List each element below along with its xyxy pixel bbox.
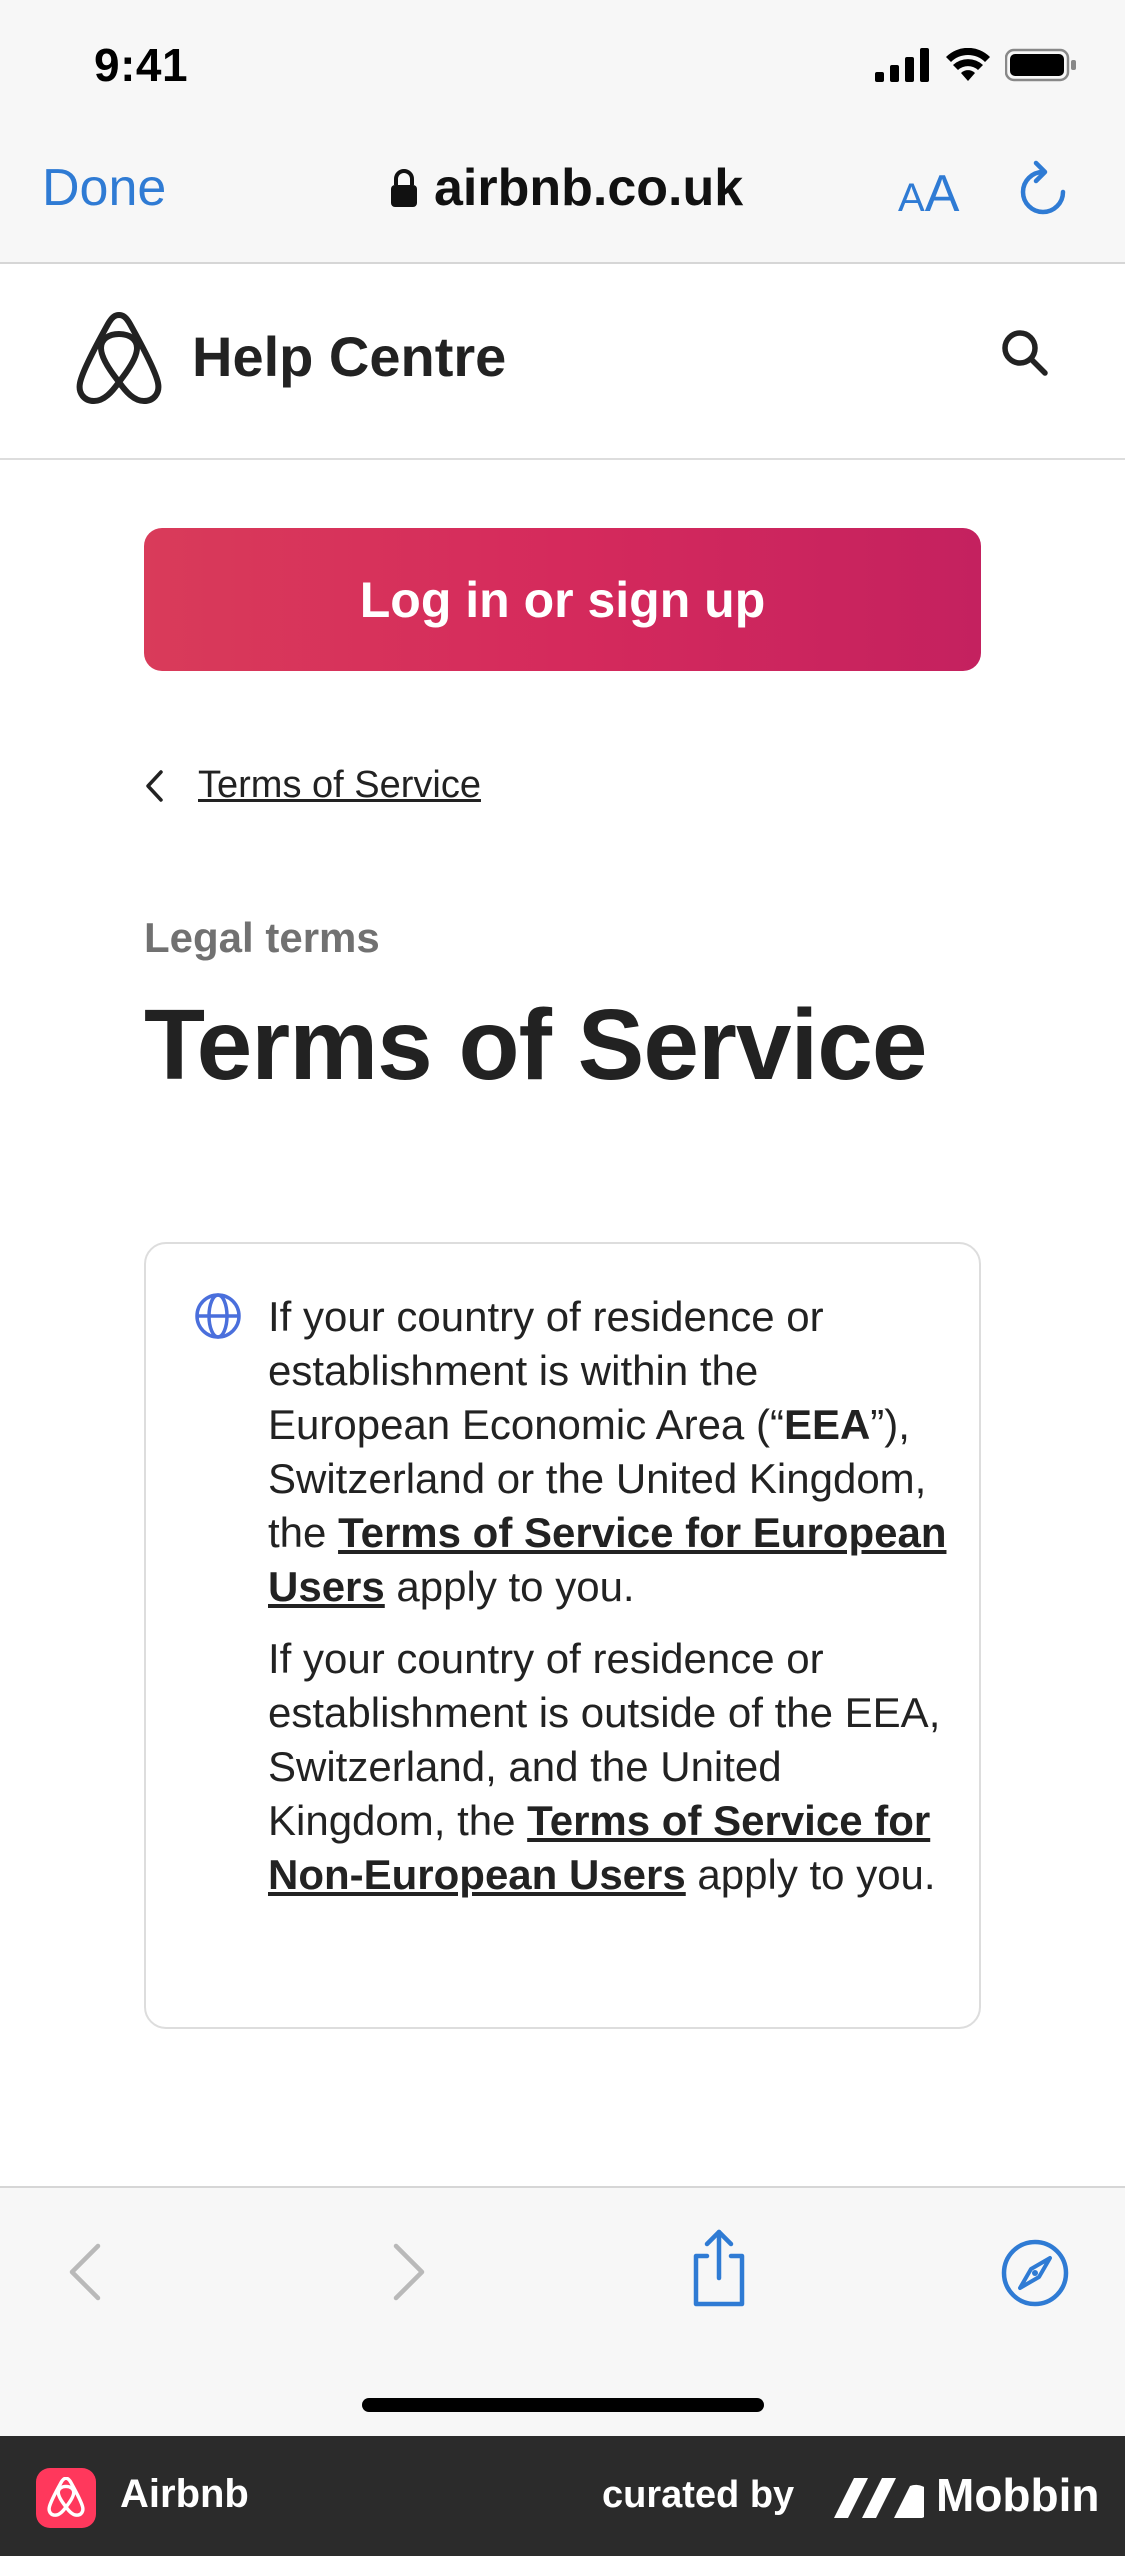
status-time: 9:41 — [94, 39, 189, 91]
mobbin-footer — [0, 2436, 1125, 2556]
region-notice-card — [144, 1242, 981, 2029]
battery-icon — [1005, 48, 1077, 82]
notice-paragraph-non-eea — [268, 1632, 948, 1902]
address-bar[interactable] — [390, 158, 743, 218]
text-size-button[interactable] — [898, 164, 959, 224]
notice-p2-text-b: apply to you. — [685, 1851, 936, 1898]
login-signup-button[interactable]: Log in or sign up — [144, 528, 981, 671]
text-size-large-label: A — [924, 165, 960, 223]
reload-icon[interactable] — [1016, 160, 1070, 218]
notice-p1-text-c: apply to you. — [384, 1563, 635, 1610]
footer-app-name: Airbnb — [120, 2472, 249, 2516]
text-size-small-label: A — [898, 176, 925, 220]
notice-text — [268, 1290, 948, 1920]
search-icon[interactable] — [998, 326, 1052, 380]
footer-curated-by: curated by — [602, 2474, 795, 2516]
chevron-left-icon — [144, 769, 164, 803]
terms-non-european-users-link[interactable]: Terms of Service for Non-European Users — [268, 1797, 931, 1898]
wifi-icon — [945, 48, 991, 82]
globe-icon — [194, 1292, 242, 1340]
forward-arrow-icon[interactable] — [388, 2242, 428, 2302]
breadcrumb[interactable] — [144, 764, 481, 807]
airbnb-app-icon — [36, 2468, 96, 2528]
status-icons — [875, 48, 1077, 82]
footer-mobbin-brand: Mobbin — [936, 2469, 1100, 2521]
airbnb-logo-small-icon — [46, 2477, 86, 2519]
airbnb-logo-icon[interactable] — [74, 312, 164, 410]
cellular-signal-icon — [875, 48, 931, 82]
url-text: airbnb.co.uk — [434, 159, 744, 217]
terms-european-users-link[interactable]: Terms of Service for European Users — [268, 1509, 947, 1610]
notice-p1-text-a: If your country of residence or establishment is within the European Economic Area (“ — [268, 1293, 824, 1448]
lock-icon — [390, 168, 418, 208]
mobbin-logo-icon — [832, 2472, 924, 2522]
compass-icon[interactable] — [1000, 2238, 1070, 2308]
notice-paragraph-eea — [268, 1290, 948, 1614]
notice-eea-bold: EEA — [783, 1401, 871, 1448]
back-arrow-icon[interactable] — [66, 2242, 106, 2302]
done-button[interactable]: Done — [42, 159, 167, 217]
page-title: Terms of Service — [144, 989, 927, 1101]
breadcrumb-link[interactable]: Terms of Service — [198, 764, 481, 806]
browser-top-bar — [0, 0, 1125, 264]
section-label: Legal terms — [144, 914, 380, 961]
notice-p1-text-b: ”), Switzerland or the United Kingdom, the — [268, 1401, 927, 1556]
notice-p2-text-a: If your country of residence or establishment is outside of the EEA, Switzerland, and the United Kingdom, the — [268, 1635, 941, 1844]
help-centre-header — [0, 264, 1125, 460]
help-centre-title[interactable]: Help Centre — [192, 325, 507, 388]
home-indicator — [362, 2398, 764, 2412]
share-icon[interactable] — [688, 2228, 750, 2308]
